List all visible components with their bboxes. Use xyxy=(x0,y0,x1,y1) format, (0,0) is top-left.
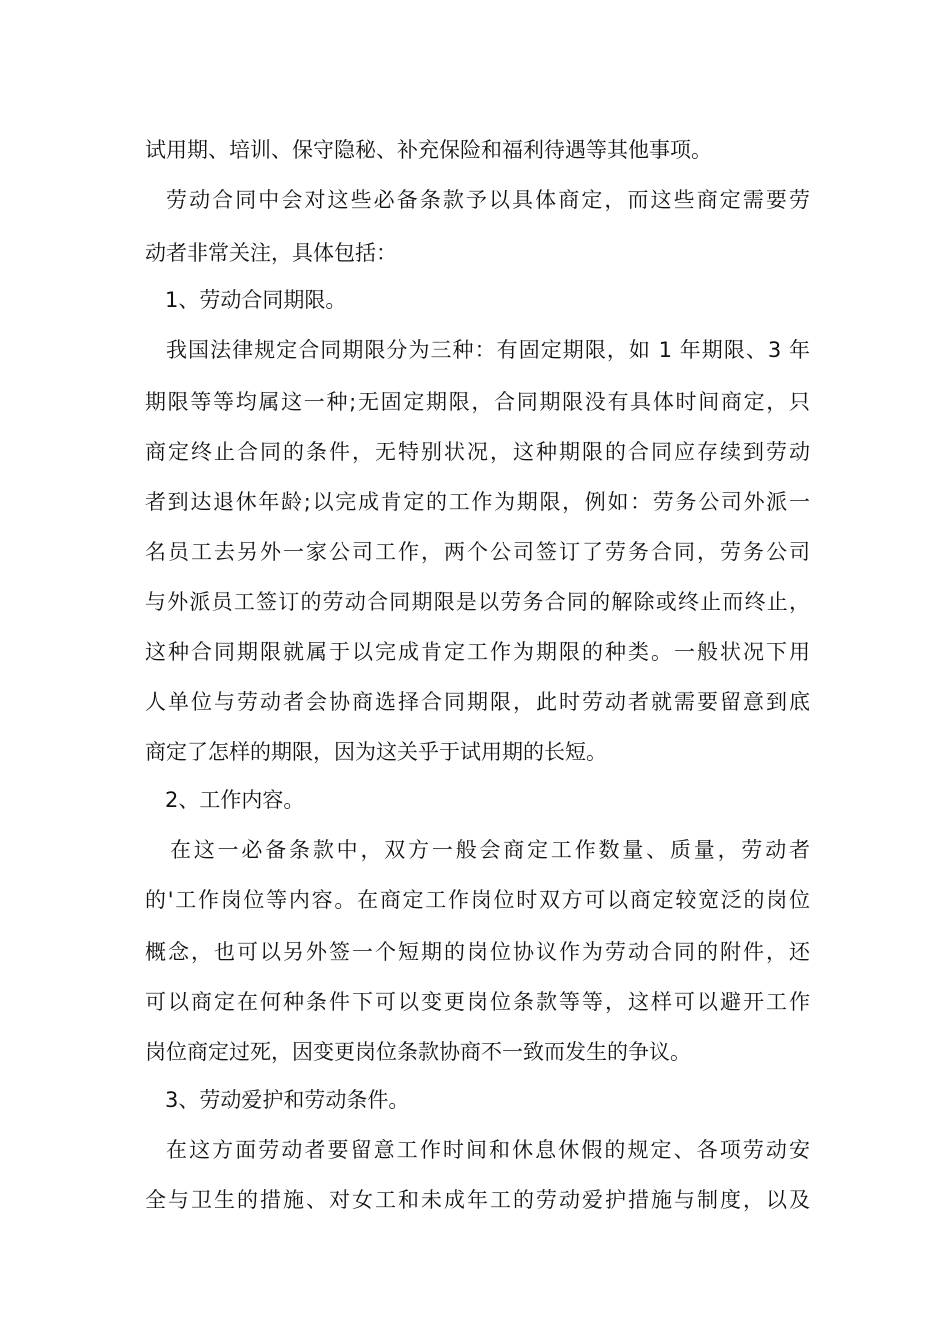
paragraph-line: 这种合同期限就属于以完成肯定工作为期限的种类。一般状况下用 xyxy=(145,640,810,664)
paragraph-line: 在这一必备条款中，双方一般会商定工作数量、质量，劳动者 xyxy=(170,838,810,862)
section-heading: 1、劳动合同期限。 xyxy=(165,288,347,312)
paragraph-line: 我国法律规定合同期限分为三种：有固定期限，如 1 年期限、3 年 xyxy=(166,338,810,362)
paragraph-line: 与外派员工签订的劳动合同期限是以劳务合同的解除或终止而终止， xyxy=(145,590,810,614)
paragraph-line: 人单位与劳动者会协商选择合同期限，此时劳动者就需要留意到底 xyxy=(145,690,810,714)
paragraph-line: 名员工去另外一家公司工作，两个公司签订了劳务合同，劳务公司 xyxy=(145,540,810,564)
paragraph-line: 的'工作岗位等内容。在商定工作岗位时双方可以商定较宽泛的岗位 xyxy=(145,888,810,912)
paragraph-line: 商定了怎样的期限，因为这关乎于试用期的长短。 xyxy=(145,740,607,764)
paragraph-line: 全与卫生的措施、对女工和未成年工的劳动爱护措施与制度，以及 xyxy=(145,1188,810,1212)
section-heading: 2、工作内容。 xyxy=(165,788,305,812)
paragraph-line: 可以商定在何种条件下可以变更岗位条款等等，这样可以避开工作 xyxy=(145,990,810,1014)
paragraph-line: 岗位商定过死，因变更岗位条款协商不一致而发生的争议。 xyxy=(145,1040,691,1064)
paragraph-line: 动者非常关注，具体包括： xyxy=(145,241,397,265)
paragraph-line: 概念，也可以另外签一个短期的岗位协议作为劳动合同的附件，还 xyxy=(145,940,810,964)
paragraph-line: 商定终止合同的条件，无特别状况，这种期限的合同应存续到劳动 xyxy=(145,440,810,464)
paragraph-line: 试用期、培训、保守隐秘、补充保险和福利待遇等其他事项。 xyxy=(145,138,712,162)
paragraph-line: 在这方面劳动者要留意工作时间和休息休假的规定、各项劳动安 xyxy=(166,1138,810,1162)
paragraph-line: 者到达退休年龄;以完成肯定的工作为期限，例如：劳务公司外派一 xyxy=(145,490,810,514)
paragraph-line: 期限等等均属这一种;无固定期限，合同期限没有具体时间商定，只 xyxy=(145,390,810,414)
section-heading: 3、劳动爱护和劳动条件。 xyxy=(165,1088,410,1112)
paragraph-line: 劳动合同中会对这些必备条款予以具体商定，而这些商定需要劳 xyxy=(166,188,810,212)
